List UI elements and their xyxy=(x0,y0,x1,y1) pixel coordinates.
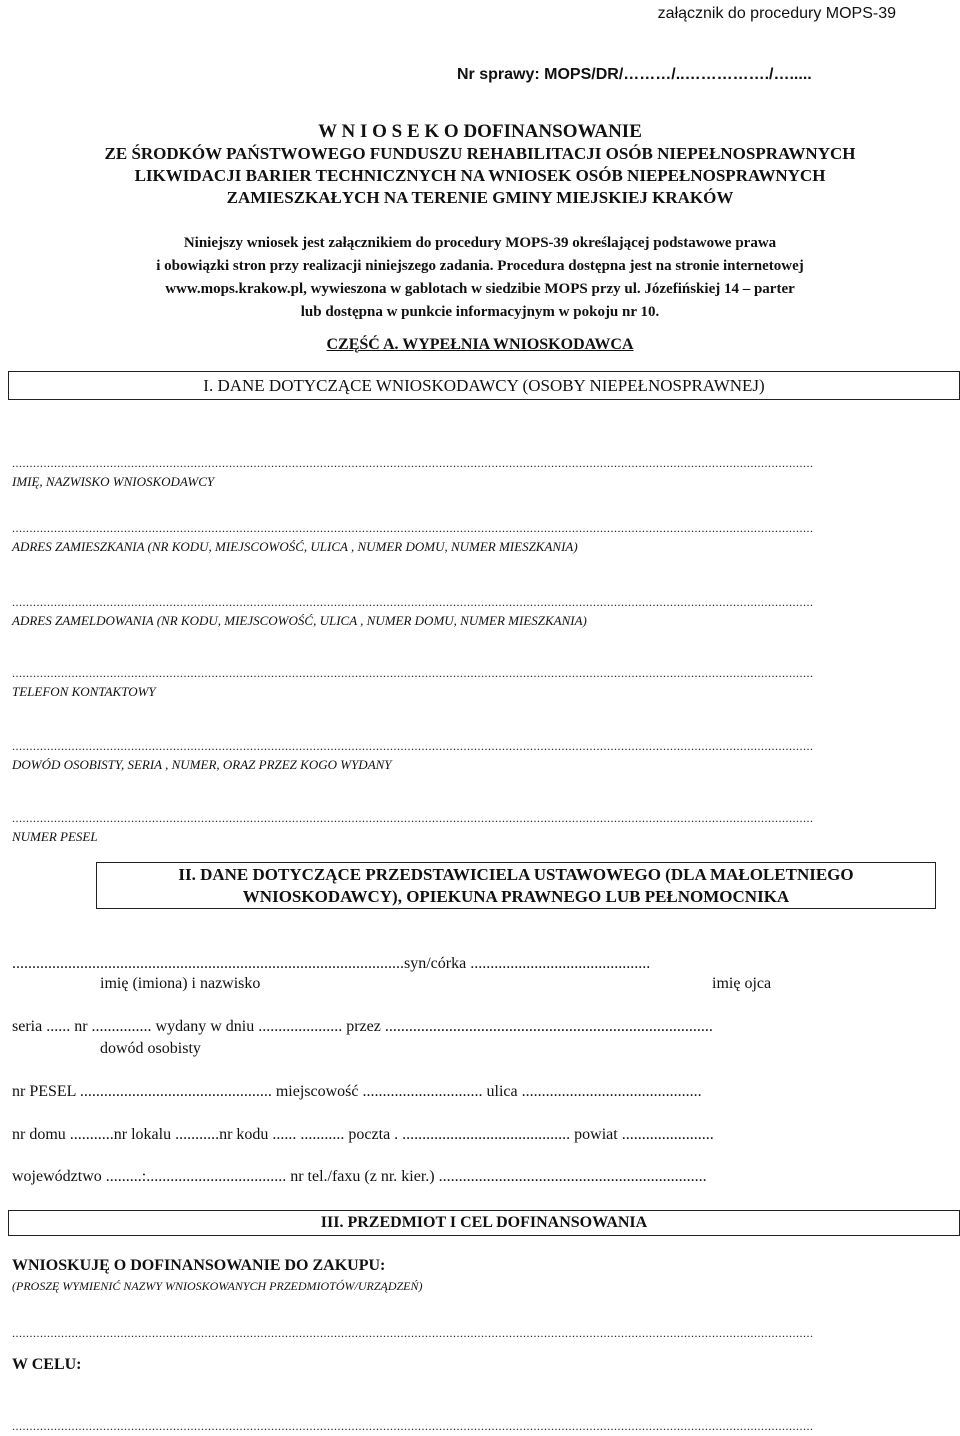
house-number-field[interactable]: nr domu ...........nr lokalu ...........nr kodu ...... ........... poczta . .......................................... powiat ....................... xyxy=(12,1126,714,1143)
attachment-note: załącznik do procedury MOPS-39 xyxy=(657,5,896,22)
intro-line: www.mops.krakow.pl, wywieszona w gablotach w siedzibie MOPS przy ul. Józefińskiej 14 – parter xyxy=(165,281,795,297)
voivodeship-field[interactable]: województwo .........:................................... nr tel./faxu (z nr. kier.) ................................................................... xyxy=(12,1168,707,1185)
intro-paragraph xyxy=(0,232,960,324)
pesel-field-label: NUMER PESEL xyxy=(12,829,98,844)
id-card-field-label: DOWÓD OSOBISTY, SERIA , NUMER, ORAZ PRZEZ KOGO WYDANY xyxy=(12,757,392,772)
intro-line: i obowiązki stron przy realizacji niniejszego zadania. Procedura dostępna jest na stronie internetowej xyxy=(156,258,804,274)
father-name-label: imię ojca xyxy=(712,975,772,992)
registered-address-label: ADRES ZAMELDOWANIA (NR KODU, MIEJSCOWOŚĆ, ULICA , NUMER DOMU, NUMER MIESZKANIA) xyxy=(12,613,587,628)
id-document-field[interactable]: seria ...... nr ............... wydany w dniu ..................... przez .................................................................................. xyxy=(12,1018,713,1035)
pesel-field[interactable]: ..................................................................................................................................................................................................................................... xyxy=(12,812,814,824)
intro-line: lub dostępna w punkcie informacyjnym w pokoju nr 10. xyxy=(300,304,660,320)
request-hint: (PROSZĘ WYMIENIĆ NAZWY WNIOSKOWANYCH PRZEDMIOTÓW/URZĄDZEŃ) xyxy=(12,1279,423,1293)
phone-field[interactable]: ..................................................................................................................................................................................................................................... xyxy=(12,667,814,679)
purpose-label: W CELU: xyxy=(12,1356,82,1373)
case-number: Nr sprawy: MOPS/DR/………/..……………./…..... xyxy=(457,66,812,83)
pesel-address-field[interactable]: nr PESEL ................................................ miejscowość .............................. ulica ............................................. xyxy=(12,1083,702,1100)
name-field-label: IMIĘ, NAZWISKO WNIOSKODAWCY xyxy=(12,474,215,489)
representative-name-field[interactable]: ..................................................................................................syn/córka ............................................. xyxy=(12,955,651,972)
residence-address-label: ADRES ZAMIESZKANIA (NR KODU, MIEJSCOWOŚĆ, ULICA , NUMER DOMU, NUMER MIESZKANIA) xyxy=(12,539,578,554)
section-1-title: I. DANE DOTYCZĄCE WNIOSKODAWCY (OSOBY NIEPEŁNOSPRAWNEJ) xyxy=(203,376,765,395)
form-title-line: ZE ŚRODKÓW PAŃSTWOWEGO FUNDUSZU REHABILITACJI OSÓB NIEPEŁNOSPRAWNYCH xyxy=(104,144,856,163)
form-title xyxy=(0,121,960,209)
section-2-title-line: WNIOSKODAWCY), OPIEKUNA PRAWNEGO LUB PEŁNOMOCNIKA xyxy=(242,887,790,906)
section-1-heading xyxy=(8,371,960,400)
form-title-line: LIKWIDACJI BARIER TECHNICZNYCH NA WNIOSEK OSÓB NIEPEŁNOSPRAWNYCH xyxy=(134,166,826,185)
residence-address-field[interactable]: ..................................................................................................................................................................................................................................... xyxy=(12,522,814,534)
section-3-heading xyxy=(8,1210,960,1236)
representative-name-label: imię (imiona) i nazwisko xyxy=(100,975,261,992)
id-document-label: dowód osobisty xyxy=(100,1040,201,1057)
section-3-title: III. PRZEDMIOT I CEL DOFINANSOWANIA xyxy=(320,1214,648,1231)
intro-line: Niniejszy wniosek jest załącznikiem do procedury MOPS-39 określającej podstawowe prawa xyxy=(183,235,777,251)
section-2-heading xyxy=(96,862,936,909)
form-title-line: W N I O S E K O DOFINANSOWANIE xyxy=(318,121,642,142)
request-label: WNIOSKUJĘ O DOFINANSOWANIE DO ZAKUPU: xyxy=(12,1257,386,1274)
form-title-line: ZAMIESZKAŁYCH NA TERENIE GMINY MIEJSKIEJ KRAKÓW xyxy=(226,188,734,207)
section-2-title-line: II. DANE DOTYCZĄCE PRZEDSTAWICIELA USTAWOWEGO (DLA MAŁOLETNIEGO xyxy=(178,865,854,884)
purpose-field[interactable]: ..................................................................................................................................................................................................................................... xyxy=(12,1420,814,1432)
registered-address-field[interactable]: ..................................................................................................................................................................................................................................... xyxy=(12,596,814,608)
phone-field-label: TELEFON KONTAKTOWY xyxy=(12,684,156,699)
name-field[interactable]: ..................................................................................................................................................................................................................................... xyxy=(12,457,814,469)
id-card-field[interactable]: ..................................................................................................................................................................................................................................... xyxy=(12,740,814,752)
part-a-heading: CZĘŚĆ A. WYPEŁNIA WNIOSKODAWCA xyxy=(326,336,634,353)
requested-items-field[interactable]: ..................................................................................................................................................................................................................................... xyxy=(12,1327,814,1339)
